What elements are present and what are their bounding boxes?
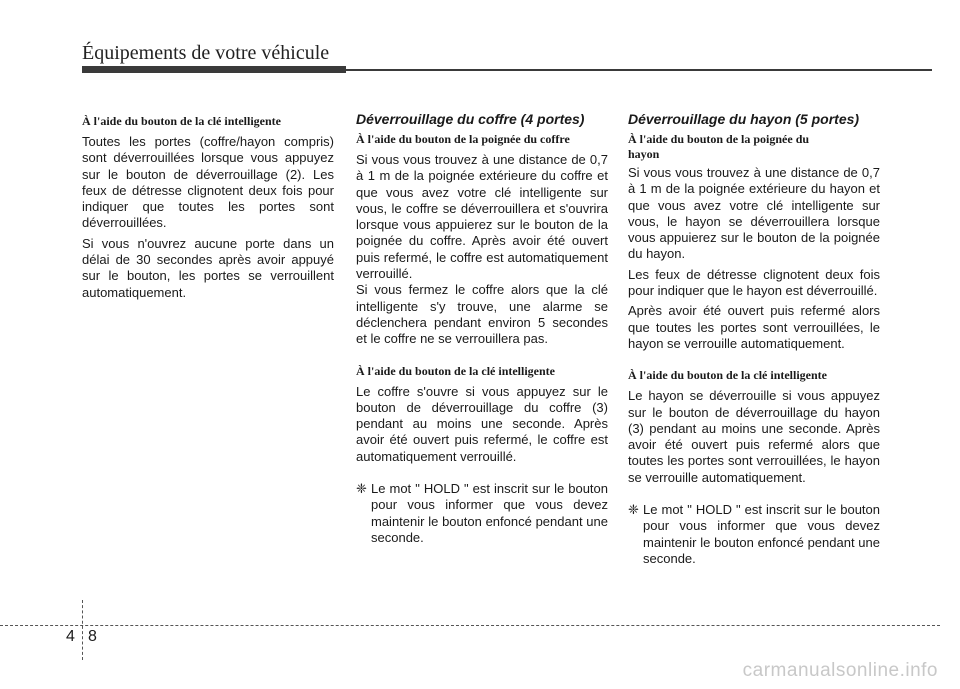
paragraph: Les feux de détresse clignotent deux fois pour indiquer que le hayon est déverrouillé. [628,266,880,299]
paragraph: Si vous vous trouvez à une distance de 0,7 à 1 m de la poignée extérieure du hayon et que vous avez votre clé intelligente sur vous, le hayon se déverrouillera lorsque vous appuierez sur le bouton de la poignée du hayon. [628,165,880,262]
subheading-line: À l'aide du bouton de la poignée du [628,132,810,146]
note [628,502,880,567]
paragraph: Si vous fermez le coffre alors que la clé intelligente s'y trouve, une alarme se déclenchera pendant environ 5 secondes et le coffre ne se verrouillera pas. [356,282,608,347]
footer-dashed-divider [82,600,83,660]
subheading-smart-key: À l'aide du bouton de la clé intelligente [356,363,556,378]
spacer [356,352,608,364]
subheading-trunk-handle: À l'aide du bouton de la poignée du coffre [356,132,570,146]
header-rule [346,69,932,71]
spacer [628,356,880,368]
note-icon: ❈ [628,502,639,518]
paragraph: Si vous n'ouvrez aucune porte dans un délai de 30 secondes après avoir appuyé sur le bouton, les portes se verrouillent automatiquement. [82,235,334,300]
note-text: Le mot " HOLD " est inscrit sur le bouton pour vous informer que vous devez maintenir le bouton enfoncé pendant une seconde. [371,481,608,545]
note [356,481,608,546]
spacer [356,469,608,481]
subheading-smart-key: À l'aide du bouton de la clé intelligente [82,114,282,128]
page-header-title: Équipements de votre véhicule [82,42,330,64]
header-bar [82,66,346,73]
subheading-line: hayon [628,147,660,161]
watermark: carmanualsonline.info [742,660,938,681]
subheading-tailgate-handle [628,132,880,162]
subheading-smart-key: À l'aide du bouton de la clé intelligente [628,368,828,383]
column-1 [82,114,334,305]
column-2 [356,110,608,546]
column-3 [628,110,880,567]
note-icon: ❈ [356,481,367,497]
chapter-number: 4 [66,628,75,645]
paragraph: Si vous vous trouvez à une distance de 0,7 à 1 m de la poignée extérieure du coffre et que vous avez votre clé intelligente sur vous, le coffre se déverrouillera et s'ouvrira lorsque vous appuierez sur le bouton de la poignée du coffre. Après avoir été ouvert puis refermé, le coffre est automatiquement verrouillé. [356,152,608,282]
section-heading-tailgate: Déverrouillage du hayon (5 portes) [628,111,860,127]
paragraph: Toutes les portes (coffre/hayon compris) sont déverrouillées lorsque vous appuyez sur le bouton de déverrouillage (2). Les feux de détresse clignotent deux fois pour indiquer que toutes les portes sont déverrouillées. [82,134,334,231]
paragraph: Le hayon se déverrouille si vous appuyez sur le bouton de déverrouillage du hayon (3) pendant au moins une seconde. Après avoir été ouvert puis refermé alors que toutes les portes sont verrouillées, le hayon se verrouille automatiquement. [628,388,880,485]
section-heading-trunk: Déverrouillage du coffre (4 portes) [356,111,585,127]
footer-dashed-rule [0,625,940,626]
paragraph: Le coffre s'ouvre si vous appuyez sur le bouton de déverrouillage du coffre (3) pendant au moins une seconde. Après avoir été ouvert puis refermé, le coffre est automatiquement verrouillé. [356,383,608,464]
paragraph: Après avoir été ouvert puis refermé alors que toutes les portes sont verrouillées, le hayon se verrouille automatiquement. [628,303,880,351]
page-number: 8 [88,628,97,645]
spacer [628,490,880,502]
note-text: Le mot " HOLD " est inscrit sur le bouton pour vous informer que vous devez maintenir le bouton enfoncé pendant une seconde. [643,502,880,566]
